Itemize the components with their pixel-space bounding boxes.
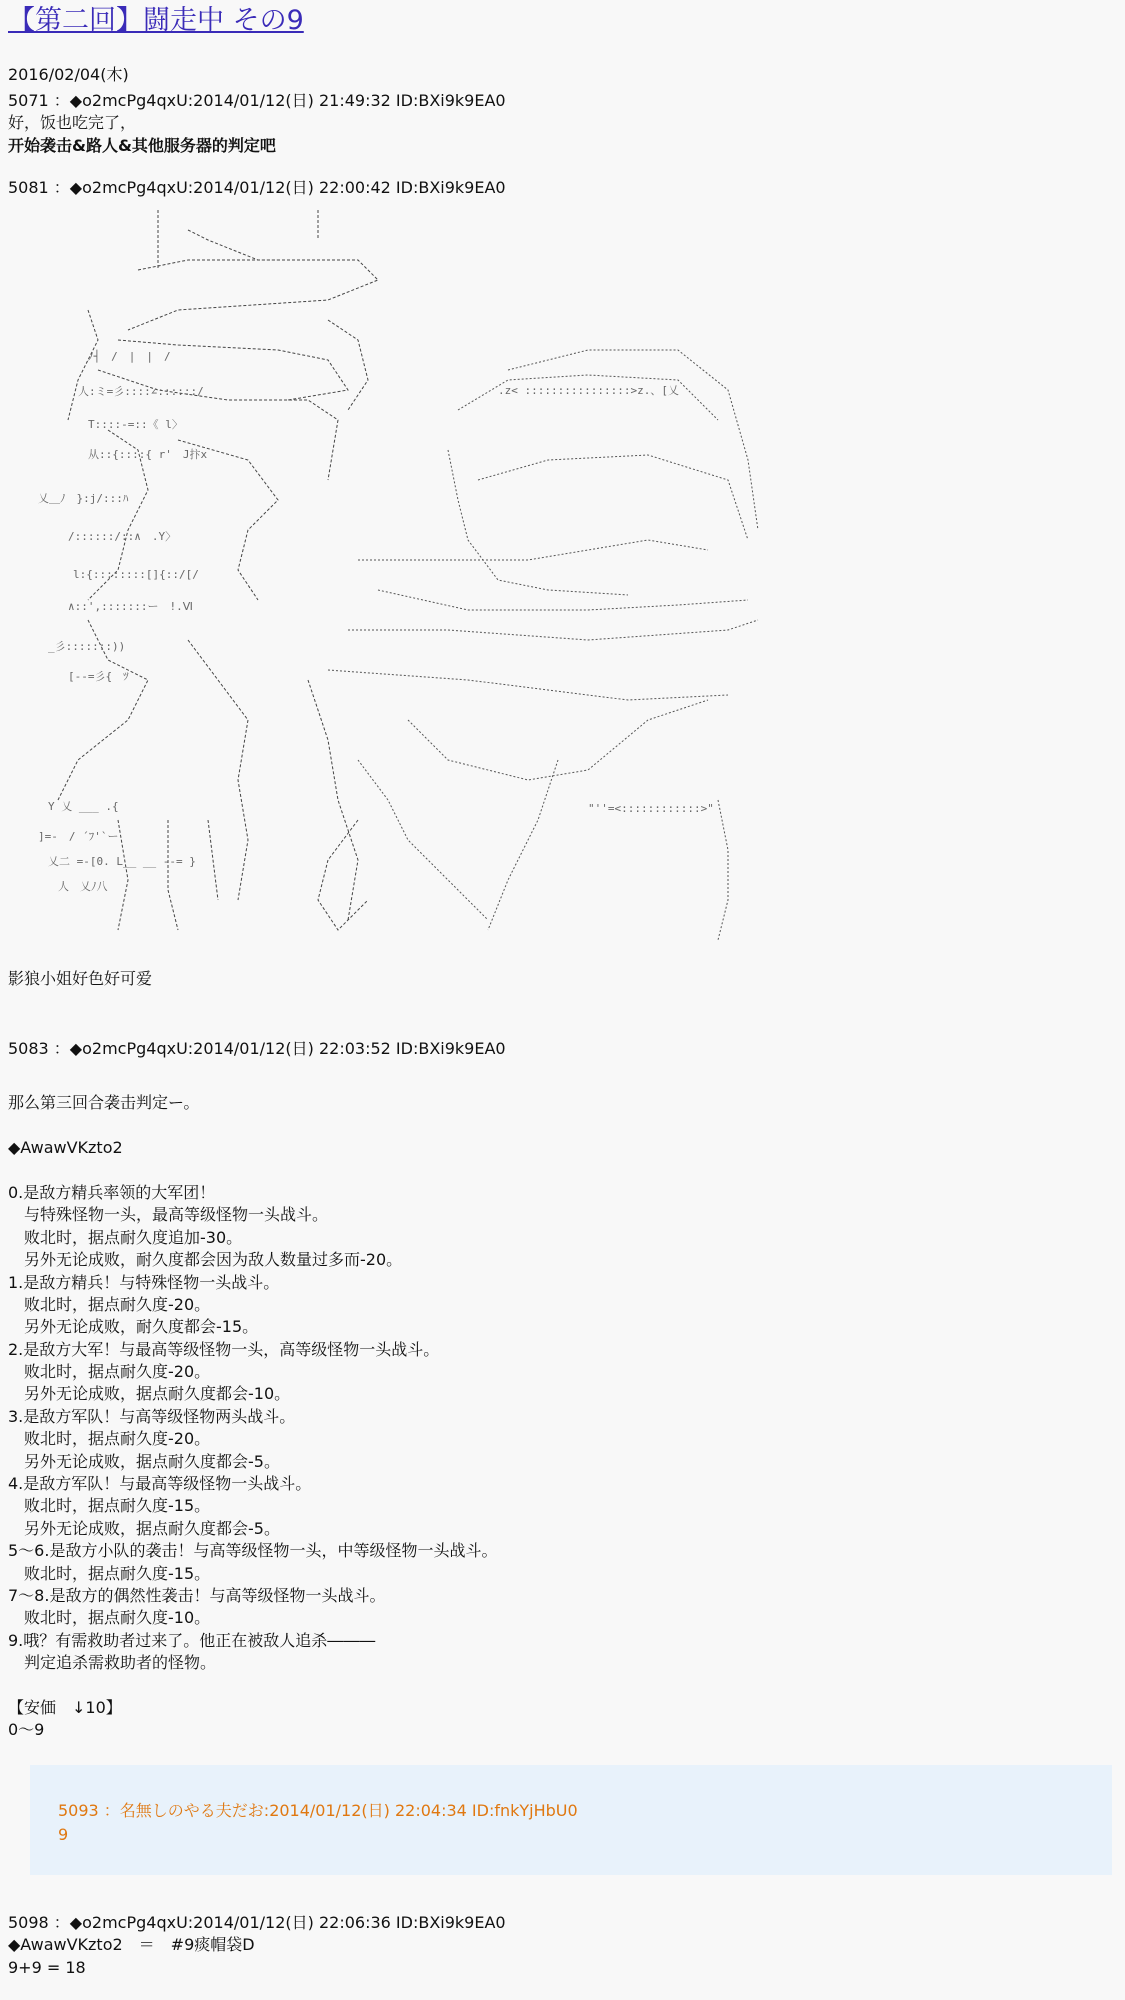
post-line: 那么第三回合袭击判定ー。 (8, 1093, 200, 1113)
svg-text:"''=<::::::::::::>": "''=<::::::::::::>" (588, 802, 714, 815)
quote-body: 9 (58, 1825, 69, 1844)
svg-text:乂＿ﾉ }:j/:::ﾊ: 乂＿ﾉ }:j/:::ﾊ (38, 492, 129, 505)
page-title[interactable]: 【第二回】闘走中 その9 (8, 5, 304, 36)
svg-text:.z< ::::::::::::::::>z.、[乂: .z< ::::::::::::::::>z.、[乂 (498, 384, 679, 397)
svg-text:_彡:::::::)): _彡:::::::)) (48, 640, 126, 653)
svg-text:∧::',:::::::ー !.Ⅵ: ∧::',:::::::ー !.Ⅵ (68, 600, 193, 613)
post-line: 【安価 ↓10】 (8, 1697, 122, 1717)
post-header: 5098 ：◆o2mcPg4qxU:2014/01/12(日) 22:06:36 ID:BXi9k9EA0 (8, 1913, 506, 1932)
post-line: 败北时，据点耐久度-20。 (8, 1362, 211, 1382)
svg-text:l:{::::::::[]{::/[/: l:{::::::::[]{::/[/ (73, 568, 199, 581)
post-caption: 影狼小姐好色好可爱 (8, 969, 153, 988)
ascii-art-figure (28, 200, 768, 950)
quoted-reply-box (30, 1765, 1112, 1875)
post-5071 (8, 90, 506, 157)
ascii-art-illustration (28, 200, 768, 950)
post-line: 败北时，据点耐久度-10。 (8, 1608, 211, 1628)
post-line: 4.是敌方军队！与最高等级怪物一头战斗。 (8, 1474, 312, 1494)
post-5081 (8, 177, 506, 199)
post-date: 2016/02/04(木) (8, 65, 129, 84)
post-line: 与特殊怪物一头，最高等级怪物一头战斗。 (8, 1205, 329, 1225)
post-line: 7〜8.是敌方的偶然性袭击！与高等级怪物一头战斗。 (8, 1585, 386, 1605)
svg-text:人 乂ﾉ八: 人 乂ﾉ八 (58, 880, 108, 893)
post-line: 另外无论成败，据点耐久度都会-5。 (8, 1518, 280, 1538)
post-line: 败北时，据点耐久度-15。 (8, 1496, 211, 1516)
post-line: 败北时，据点耐久度-20。 (8, 1294, 211, 1314)
svg-text:Y 乂 ___ .{: Y 乂 ___ .{ (48, 800, 119, 813)
post-line: 9+9 = 18 (8, 1957, 86, 1977)
svg-text:]=- / ´ﾌ'`ー: ]=- / ´ﾌ'`ー (38, 830, 119, 843)
post-header: 5071 ：◆o2mcPg4qxU:2014/01/12(日) 21:49:32 ID:BXi9k9EA0 (8, 91, 506, 110)
post-header: 5083 ：◆o2mcPg4qxU:2014/01/12(日) 22:03:52 ID:BXi9k9EA0 (8, 1039, 506, 1058)
svg-text:/::::::/::∧ .Y〉: /::::::/::∧ .Y〉 (68, 530, 177, 543)
post-line: 另外无论成败，耐久度都会-15。 (8, 1317, 259, 1337)
post-line: 2.是敌方大军！与最高等级怪物一头，高等级怪物一头战斗。 (8, 1339, 440, 1359)
svg-text:ﾉ┤ / | | /: ﾉ┤ / | | / (88, 350, 171, 363)
svg-text:人:ミ=彡::::∠::::::/: 人:ミ=彡::::∠::::::/ (78, 385, 204, 398)
post-line: 败北时，据点耐久度-20。 (8, 1429, 211, 1449)
post-line: 0〜9 (8, 1720, 45, 1740)
post-line (8, 1115, 506, 1137)
post-header: 5081 ：◆o2mcPg4qxU:2014/01/12(日) 22:00:42 ID:BXi9k9EA0 (8, 178, 506, 197)
svg-text:[--=彡{ ﾂ: [--=彡{ ﾂ (68, 670, 129, 683)
post-5083 (8, 1038, 506, 1742)
post-line: 0.是敌方精兵率领的大军团！ (8, 1182, 216, 1202)
post-line: ◆AwawVKzto2 ＝ #9痰帽袋D (8, 1935, 255, 1955)
post-line: 另外无论成败，据点耐久度都会-5。 (8, 1451, 280, 1471)
svg-text:T::::-=::《 l〉: T::::-=::《 l〉 (88, 418, 183, 431)
post-line: 另外无论成败，据点耐久度都会-10。 (8, 1384, 291, 1404)
post-line (8, 1675, 506, 1697)
svg-text:从::{::::{ r' J抃x: 从::{::::{ r' J抃x (88, 448, 208, 461)
post-line: ◆AwawVKzto2 (8, 1138, 123, 1158)
art-caption (8, 968, 152, 990)
post-line: 判定追杀需救助者的怪物。 (8, 1653, 217, 1673)
post-line: 另外无论成败，耐久度都会因为敌人数量过多而-20。 (8, 1250, 403, 1270)
quote-header: 5093 ：名無しのやる夫だお:2014/01/12(日) 22:04:34 ID:fnkYjHbU0 (58, 1801, 578, 1820)
post-line: 1.是敌方精兵！与特殊怪物一头战斗。 (8, 1272, 280, 1292)
post-line: 败北时，据点耐久度-15。 (8, 1563, 211, 1583)
post-5098 (8, 1912, 506, 1979)
post-line: 开始袭击&路人&其他服务器的判定吧 (8, 135, 276, 155)
post-line (8, 1160, 506, 1182)
post-line: 3.是敌方军队！与高等级怪物两头战斗。 (8, 1406, 296, 1426)
svg-text:乂二 =-[0. L__ __ --= }: 乂二 =-[0. L__ __ --= } (48, 855, 196, 868)
post-line: 9.哦？有需救助者过来了。他正在被敌人追杀――― (8, 1630, 376, 1650)
post-line: 败北时，据点耐久度追加-30。 (8, 1227, 243, 1247)
post-line: 5〜6.是敌方小队的袭击！与高等级怪物一头，中等级怪物一头战斗。 (8, 1541, 498, 1561)
post-line: 好，饭也吃完了， (8, 113, 137, 133)
